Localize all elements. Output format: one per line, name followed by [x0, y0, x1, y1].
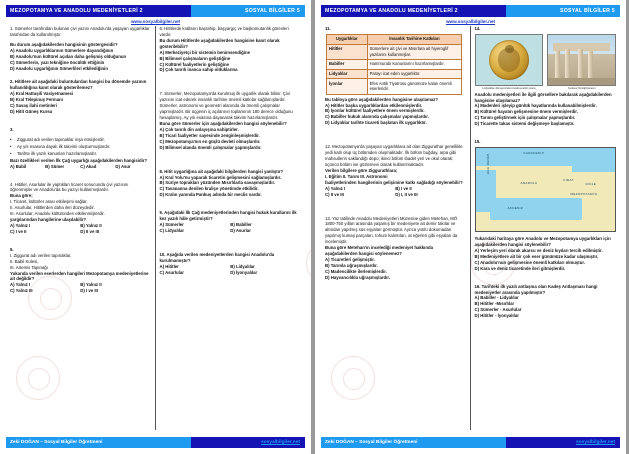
table-header-civilizations: Uygarlıklar: [327, 34, 368, 44]
q8-option-b[interactable]: B) Suriye toprakları yüzünden Mısırlılarla savaşmışlardır.: [159, 180, 276, 186]
q5-option-c[interactable]: C) Yalnız III: [10, 288, 33, 294]
subject-label: SOSYAL BİLGİLER 5: [245, 8, 300, 14]
q8-option-d[interactable]: D) Kralın yanında Pankuş adında bir meclis vardır.: [159, 192, 262, 198]
q9-option-a[interactable]: A) Sümerler: [159, 222, 184, 228]
watermark-seal: [306, 241, 312, 285]
question-8: [160, 169, 302, 199]
q12-stem-1: 12. Mezopotamya'da yaşayan uygarlıklara ait olan Ziggurathar genellikle yedi katlı olup üç bölümden oluşmaktadır. İlk bölüm buğday, arpa gibi mahsullerin saklandığı depo; ikinci bölüm ibadet yeri ve okul olarak; üçüncü bölüm ise gözlemevi olarak kullanılmaktadır.: [325, 144, 463, 167]
map-sea-east: [572, 156, 617, 172]
q5-option-a[interactable]: A) Yalnız I: [10, 282, 31, 288]
footer-author-bar: [321, 437, 506, 448]
footer-url[interactable]: sosyalbilgiler.net: [576, 440, 615, 445]
q1-stem-2: Bu durum aşağıdakilerden hangisinin göstergesidir?: [10, 41, 118, 47]
q4-roman-3: III. Asurlular, Anadolu kültüründen etkilenmişlerdir.: [10, 211, 105, 217]
q12-option-a[interactable]: A) Yalnız I: [325, 185, 346, 191]
q13-option-b[interactable]: B) Tarımla uğraşmışlardır.: [325, 262, 378, 268]
page-title: MEZOPOTAMYA VE ANADOLU MEDENİYETLERİ 2: [10, 8, 143, 14]
q15-option-d[interactable]: D) Kara ve deniz ticaretinde ileri gitmişlerdir.: [474, 265, 566, 271]
q13-option-c[interactable]: C) Madencilikte ilerlemişlerdir.: [325, 268, 387, 274]
question-7: [160, 91, 302, 150]
civilizations-table: [326, 34, 462, 95]
watermark-seal: [16, 356, 60, 400]
q2-option-d[interactable]: D) Hitit Güneş Kursu: [10, 109, 53, 115]
map-label-tigris: DİCLE: [585, 182, 597, 187]
header-title-bar: [6, 5, 191, 17]
q16-stem: 16. Tarihteki ilk yazılı antlaşma olan Kadeş Antlaşması hangi medeniyetler arasında yapılmıştır?: [474, 283, 598, 295]
q2-option-c[interactable]: C) Savaş ilahi metinleri: [10, 103, 58, 109]
q14-option-d[interactable]: D) Ticarette takas sistemi değişmeye başlamıştır.: [474, 121, 575, 127]
footer-url[interactable]: sosyalbilgiler.net: [261, 440, 300, 445]
q6-stem-2: Bu durum Hititlerde aşağıdakilerden hangisine kanıt olarak gösterilebilir?: [159, 37, 280, 49]
q3-number: 3.: [10, 126, 14, 132]
q2-stem: 2. Hititlere ait aşağıdaki buluntulardan hangisi bu dönemde yazının kullanıldığına kanıt olarak gösterilemez?: [10, 79, 147, 91]
q8-option-a[interactable]: A) Kral Yolu'nu yaparak ticaretin gelişmesini sağlamışlardır.: [159, 174, 282, 180]
table-row: [327, 44, 462, 59]
q5-roman-1: I. Ziggurat adı verilen tapınaklar,: [10, 252, 72, 258]
map-label-anatolia: ANADOLU: [520, 181, 538, 186]
coin-caption: Lidyalılar döneminden kalma altın para: [482, 85, 536, 90]
q7-stem-1: 7. Sümerler, Mezopotamya'da kurulmuş ilk uygarlık olarak bilinir. Çivi yazısını icat ederek insanlık tarihine önemli katkılar sağlamışlardır. Sümerler, astronomi ve geometri alanında da önemli çalışmalar yapmışlardır. Bir üçgenin iç açılarının toplamının 180 derece olduğunu hesaplamış, Ay yılı esasına dayanarak takvim hazırlamışlardır.: [159, 91, 293, 121]
q3-option-b[interactable]: B) Sümer: [45, 163, 65, 169]
header-subject-bar: [191, 5, 305, 17]
table-cell-contrib-1: Sümerlere ait çivi ve Mısırlara ait hiyeroglif yazılarını kullanmışlar.: [367, 44, 462, 59]
q5-option-b[interactable]: B) Yalnız II: [80, 282, 102, 288]
worksheet-page-1: [0, 0, 311, 454]
table-header-contributions: İnsanlık Tarihine Katkıları: [367, 34, 462, 44]
q11-option-d[interactable]: D) Lidyalılar tarihte ticareti başlatan ilk uygarlıktır.: [325, 120, 427, 126]
header-url[interactable]: www.sosyalbilgiler.net: [130, 19, 181, 24]
question-3: [10, 127, 151, 170]
footer-url-bar: [191, 437, 305, 448]
q10-options-row-2[interactable]: [160, 270, 302, 276]
q3-option-a[interactable]: A) Babil: [10, 163, 27, 169]
q16-option-b[interactable]: B) Hititler -Mısırlılar: [474, 301, 515, 307]
q14-option-c[interactable]: C) Tarımı geliştirmek için çalışmalar yapmışlardır.: [474, 115, 576, 121]
q8-stem: 8. Hitit uygarlığına ait aşağıdaki bilgilerden hangisi yanlıştır?: [159, 168, 284, 174]
library-ruins-icon: [548, 35, 615, 85]
page1-column-1: [6, 26, 156, 430]
q5-ask: Yukarıda verilen eserlerden hangileri Mezopotamya medeniyetlerine ait değildir?: [10, 270, 149, 282]
q6-option-a[interactable]: A) Merkeziyetçi bir sistemin benimsendiğine: [159, 49, 250, 55]
q15-number: 15.: [474, 139, 481, 145]
watermark-seal: [331, 356, 375, 400]
q12-stem-2: Verilen bilgilere göre Ziggurathlara;: [325, 167, 398, 173]
q4-option-c[interactable]: C) I ve II: [10, 228, 27, 234]
q6-option-b[interactable]: B) Bilimsel çalışmaların geliştiğine: [159, 55, 231, 61]
q10-stem: 10. Aşağıda verilen medeniyetlerden hangisi Anadolu'da kurulmamıştır?: [159, 251, 275, 263]
q14-option-a[interactable]: A) Madenleri işleyip günlük hayatlarında kullanabilmişlerdir.: [474, 103, 597, 109]
map-label-black-sea: KARADENİZ: [523, 151, 544, 156]
page1-columns: [6, 26, 305, 430]
q6-stem-1: 6. Hititlerde kralların başrahip, başyargıç ve başkomutanlık görevleri vardır.: [159, 26, 289, 37]
q9-options-row-2[interactable]: [160, 228, 302, 234]
question-2: [10, 79, 151, 115]
question-1: [10, 26, 151, 71]
q7-option-b[interactable]: B) Ticari faaliyetler sayesinde zenginleşmişlerdir.: [159, 132, 260, 138]
q1-option-c[interactable]: C) Sümerlerin, yazı tekniğine öncülük ettiğinin: [10, 59, 105, 65]
q4-option-b[interactable]: B) Yalnız II: [80, 222, 102, 228]
table-header-row: [327, 34, 462, 44]
table-row: [327, 69, 462, 79]
question-5: [10, 247, 151, 294]
q10-option-a[interactable]: A) Hititler: [159, 263, 179, 269]
page2-header: [321, 5, 620, 17]
ruin-image: [547, 34, 616, 86]
question-14: [475, 26, 617, 127]
q4-stem: 4. Hititler, Asurlular ile yaptıkları ticaret sonucunda çivi yazısını öğrenmişler ve Anadolu'da bu yazıyı kullanmışlardır.: [10, 181, 129, 193]
table-cell-contrib-2: Hammurabi Kanunlarını hazırlamışlardır.: [367, 59, 462, 69]
worksheet-page-2: [315, 0, 626, 454]
q4-ask: yargılarından hangilerine ulaşılabilir?: [10, 217, 87, 223]
q15-option-a[interactable]: A) Yerleşim yeri olarak akarsu ve deniz kıyıları tercih edilmiştir.: [474, 247, 603, 253]
map-mediterranean-sea: [490, 198, 582, 220]
question-16: [475, 284, 617, 320]
q1-option-a[interactable]: A) Anadolu uygarlıklarının Sümerlere dayandığının: [10, 47, 114, 53]
page1-footer: [6, 437, 305, 448]
header-title-bar: [321, 5, 506, 17]
q10-option-d[interactable]: D) İyonyalılar: [230, 269, 258, 275]
page2-columns: [321, 26, 620, 430]
table-row: [327, 59, 462, 69]
q11-option-b[interactable]: B) İyonlar kültürel faaliyetlere önem vermişlerdir.: [325, 108, 425, 114]
page-title: MEZOPOTAMYA VE ANADOLU MEDENİYETLERİ 2: [325, 8, 458, 14]
q3-bullet-1: • Ziggurat adı verilen tapınaklar inşa etmişlerdir.: [10, 136, 105, 142]
question-4: [10, 182, 151, 235]
question-6: [160, 26, 302, 73]
q14-ask: Anadolu medeniyetleri ile ilgili görsellere bakılarak aşağıdakilerden hangisine ulaşılamaz?: [474, 91, 612, 103]
q15-ask: Yukarıdaki haritaya göre Anadolu ve Mezopotamya uygarlıkları için aşağıdakilerden hangisi söylenebilir?: [474, 236, 611, 247]
q9-option-d[interactable]: D) Asurlar: [230, 227, 251, 233]
header-subject-bar: [506, 5, 620, 17]
q3-bullet-2: • Ay yılı esasına dayalı ilk takvimi oluşturmuşlardır.: [10, 143, 111, 149]
q4-options-row-2[interactable]: [10, 229, 151, 235]
q4-roman-2: II. Asurlular, Hititlerden daha ileri düzeydedir.: [10, 205, 95, 211]
footer-author: Zeki DOĞAN – Sosyal Bilgiler Öğretmeni: [10, 440, 103, 445]
q3-bullet-list: [10, 137, 151, 157]
q1-option-d[interactable]: D) Anadolu uygarlığının Sümerlileri etkilediğinin: [10, 65, 108, 71]
q5-options-row-2[interactable]: [10, 288, 151, 294]
footer-url-bar: [506, 437, 620, 448]
table-row: [327, 79, 462, 94]
q11-option-a[interactable]: A) Hititler başka uygarlıklardan etkilenmişlerdir.: [325, 102, 423, 108]
page2-column-1: [321, 26, 471, 430]
figure-lydian-coin: [475, 34, 544, 91]
map-label-euphrates: FIRAT: [563, 178, 574, 183]
q1-stem-1: 1. Sümerler tarafından bulunan çivi yazısı Anadolu'da yaşayan uygarlıklar tarafından da kullanılmıştır.: [10, 26, 150, 37]
q13-option-a[interactable]: A) Ticaretleri gelişmiştir.: [325, 256, 375, 262]
q8-option-c[interactable]: C) Tavananna denilen kraliçe yönetimde etkilidir.: [159, 186, 259, 192]
q11-option-c[interactable]: C) Babiller hukuk alanında çalışmalar yapmışlardır.: [325, 114, 429, 120]
q14-number: 14.: [474, 26, 481, 31]
q9-option-c[interactable]: C) Lidyalılar: [159, 227, 185, 233]
q9-stem: 9. Aşağıdaki İlk Çağ medeniyetlerinden hangisi hukuk kurallarını ilk kez yazılı hâle getirmiştir?: [159, 210, 297, 222]
q7-option-d[interactable]: D) Bilimsel alanda önemli çalışmalar yapmışlardır.: [159, 144, 262, 150]
q3-options[interactable]: [10, 164, 151, 170]
q13-stem-2: Buna göre Metehan'ın incelediği medeniyet hakkında aşağıdakilerden hangisi söylenemez?: [325, 245, 433, 257]
q3-ask: Bazı özellikleri verilen İlk Çağ uygarlığı aşağıdakilerden hangisidir?: [10, 157, 148, 163]
table-cell-contrib-4: Efes Antik Tiyatrosu günümüze kalan önemli eserleridir.: [367, 79, 462, 94]
coin-image: [475, 34, 544, 86]
q7-stem-2: Buna göre Sümerler için aşağıdakilerden hangisi söylenebilir?: [159, 120, 287, 126]
q5-option-d[interactable]: D) I ve III: [80, 288, 98, 294]
table-cell-civ-1: Hititler: [327, 44, 368, 59]
page2-footer: [321, 437, 620, 448]
q5-roman-2: II. Babil Kulesi,: [10, 258, 39, 264]
q4-option-a[interactable]: A) Yalnız I: [10, 222, 31, 228]
map-label-aegean: EGE DENİZİ: [485, 153, 490, 175]
q16-option-d[interactable]: D) Hititler - İyonyalılar: [474, 313, 519, 319]
q1-option-b[interactable]: B) Anadolu'nun kültürel açıdan daha gelişmiş olduğunun: [10, 53, 127, 59]
gold-coin-icon: [489, 40, 529, 80]
q12-ask: faaliyetlerinden hangilerinin gelişimine katkı sağladığı söylenebilir?: [325, 179, 463, 185]
q6-option-c[interactable]: C) Kültürel faaliyetlerin geliştiğine: [159, 61, 229, 67]
q9-option-b[interactable]: B) Babiller: [230, 222, 252, 228]
q4-roman-1: I. Ticaret, kültürler arası etkileşimi sağlar.: [10, 199, 88, 205]
footer-author: Zeki DOĞAN – Sosyal Bilgiler Öğretmeni: [325, 440, 418, 445]
header-url[interactable]: www.sosyalbilgiler.net: [445, 19, 496, 24]
q14-option-b[interactable]: B) Kültürel hayatın gelişmesine önem vermişlerdir.: [474, 109, 578, 115]
page1-column-2: [156, 26, 306, 430]
q4-option-d[interactable]: D) II ve III: [80, 228, 100, 234]
q3-option-c[interactable]: C) Akad: [80, 163, 97, 169]
q2-option-b[interactable]: B) Kral Telepinuş Fermanı: [10, 97, 63, 103]
q12-romans: I. Eğitim II. Tarım III. Astronomi: [325, 173, 388, 179]
q5-number: 5.: [10, 246, 14, 252]
q11-number: 11.: [325, 26, 331, 31]
figure-celsus-library: [547, 34, 616, 91]
question-13: [325, 216, 466, 281]
q13-stem-1: 13. Yaz tatilinde Anadolu Medeniyetleri Müzesine giden Metehan, MÖ 1800-750 yılları arasında yaşamış bir medeniyete ait demir takılar ve altından yapılmış süs eşyaları görmüştür. Ayrıca yünlü dokumadan yapılmış kumaş parçaları, tohum kalıntıları, at eğerleri gibi eşyaları da incelemiştir.: [325, 215, 458, 245]
q3-bullet-3: • Tarihte ilk yazılı kanunları hazırlamışlardır.: [10, 150, 97, 156]
q10-option-b[interactable]: B) Lidyalılar: [230, 263, 255, 269]
q10-option-c[interactable]: C) Asurlular: [159, 269, 184, 275]
q13-option-d[interactable]: D) Hayvancılıkla uğraşmışlardır.: [325, 274, 390, 280]
q6-option-d[interactable]: D) Çok tanrılı inanca sahip olduklarına: [159, 67, 238, 73]
q16-option-c[interactable]: C) Sümerler - Asurlular: [474, 307, 522, 313]
ruin-caption: Celsus Kütüphanesi: [567, 85, 596, 90]
q5-roman-3: III. Artemis Tapınağı: [10, 264, 48, 270]
q15-option-b[interactable]: B) Medeniyetlere ait bir çok eser günümüze kadar ulaşmıştır.: [474, 253, 599, 259]
question-12: [325, 144, 466, 197]
table-cell-civ-2: Babiller: [327, 59, 368, 69]
map-label-mesopotamia: MEZOPOTAMYA: [570, 192, 598, 197]
q12-option-b[interactable]: B) I ve II: [395, 185, 412, 191]
page1-header: [6, 5, 305, 17]
table-cell-civ-3: Lidyalılar: [327, 69, 368, 79]
subject-label: SOSYAL BİLGİLER 5: [560, 8, 615, 14]
map-label-mediterranean: AKDENİZ: [507, 206, 524, 211]
question-15: [475, 139, 617, 271]
footer-author-bar: [6, 437, 191, 448]
q11-ask: Bu tabloya göre aşağıdakilerden hangisine ulaşılamaz?: [325, 96, 438, 102]
question-9: [160, 210, 302, 234]
q15-option-c[interactable]: C) Anadolu'nun gelişmesine önemli katkıları olmuştur.: [474, 259, 585, 265]
q7-option-c[interactable]: C) Mezopotamya'nın en güçlü devleti olmuşlardır.: [159, 138, 261, 144]
q14-figure-row: [475, 34, 617, 91]
table-cell-civ-4: İyonlar: [327, 79, 368, 94]
q4-intro: Buna göre;: [10, 193, 33, 199]
table-cell-contrib-3: Parayı icat eden uygarlıktır.: [367, 69, 462, 79]
q12-option-c[interactable]: C) II ve III: [325, 191, 344, 197]
q12-options-row-2[interactable]: [325, 192, 466, 198]
q7-option-a[interactable]: A) Çok tanrılı din anlayışına sahiptirler.: [159, 126, 239, 132]
q3-option-d[interactable]: D) Asur: [115, 163, 131, 169]
anatolia-map-image: [475, 147, 617, 232]
q16-option-a[interactable]: A) Babiller - Lidyalılar: [474, 295, 519, 301]
q2-option-a[interactable]: A) Kral Hattuşili Vasiyetnamesi: [10, 91, 74, 97]
page2-column-2: [471, 26, 621, 430]
question-11: [325, 26, 466, 126]
question-10: [160, 252, 302, 276]
q12-option-d[interactable]: D) I, II ve III: [395, 191, 418, 197]
